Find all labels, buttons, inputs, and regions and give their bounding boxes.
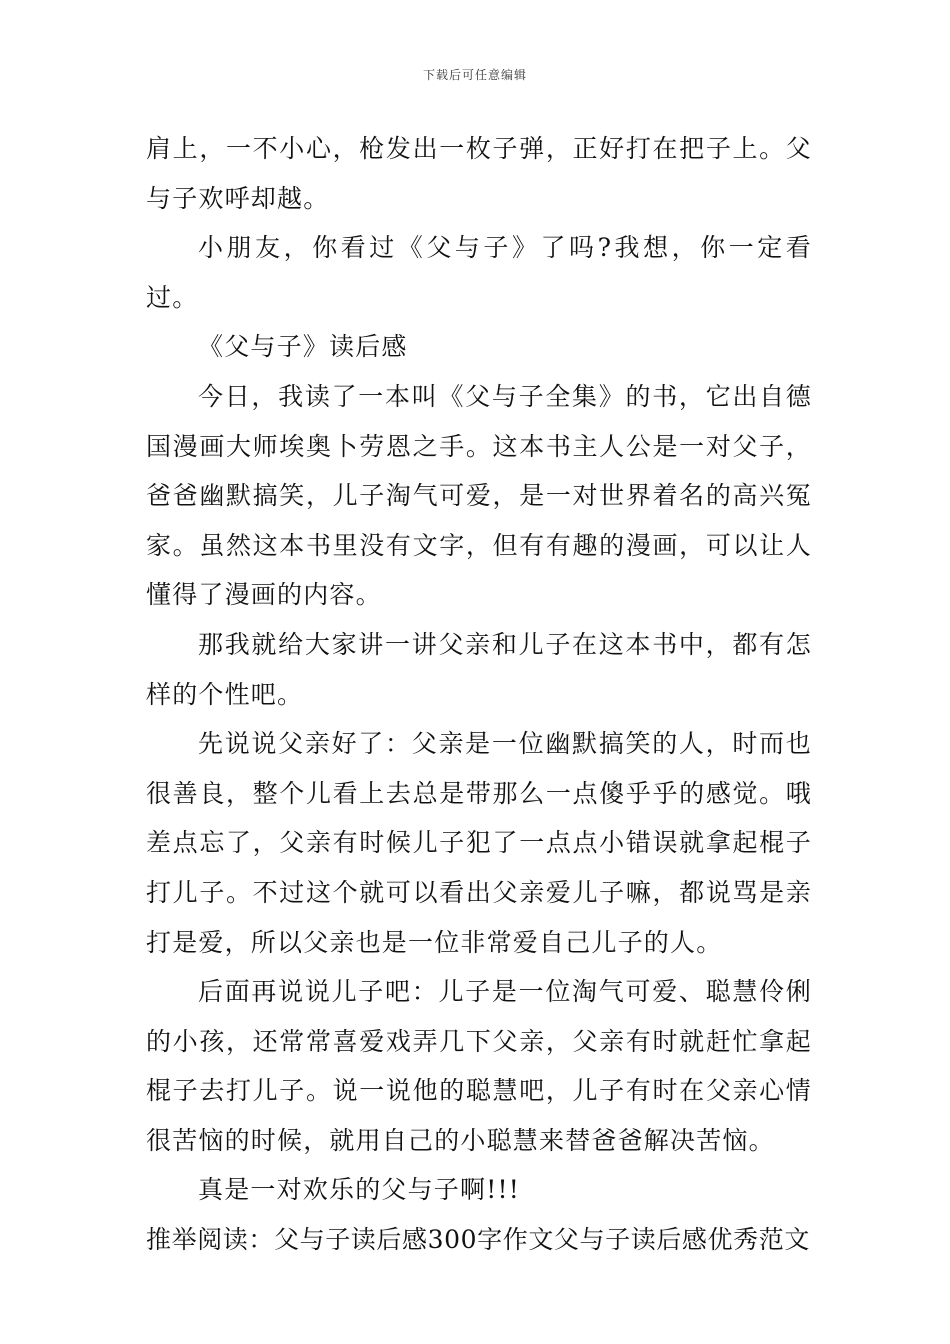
paragraph-continuation: 肩上，一不小心，枪发出一枚子弹，正好打在把子上。父与子欢呼却越。 bbox=[146, 134, 812, 213]
page-header-note: 下载后可任意编辑 bbox=[422, 68, 527, 82]
paragraph-son: 后面再说说儿子吧：儿子是一位淘气可爱、聪慧伶俐的小孩，还常常喜爱戏弄几下父亲，父亲有时就赶忙拿起棍子去打儿子。说一说他的聪慧吧，儿子有时在父亲心情很苦恼的时候，就用自己的小聪慧来替爸爸解决苦恼。 bbox=[146, 977, 812, 1155]
paragraph-intro: 今日，我读了一本叫《父与子全集》的书，它出自德国漫画大师埃奥卜劳恩之手。这本书主人公是一对父子，爸爸幽默搞笑，儿子淘气可爱，是一对世界着名的高兴冤家。虽然这本书里没有文字，但有有趣的漫画，可以让人懂得了漫画的内容。 bbox=[146, 381, 812, 610]
paragraph-father: 先说说父亲好了：父亲是一位幽默搞笑的人，时而也很善良，整个儿看上去总是带那么一点傻乎乎的感觉。哦差点忘了，父亲有时候儿子犯了一点点小错误就拿起棍子打儿子。不过这个就可以看出父亲爱儿子嘛，都说骂是亲打是爱，所以父亲也是一位非常爱自己儿子的人。 bbox=[146, 729, 812, 957]
paragraph-question: 小朋友，你看过《父与子》了吗?我想，你一定看过。 bbox=[146, 233, 812, 312]
recommended-reading: 推举阅读：父与子读后感300字作文父与子读后感优秀范文 bbox=[146, 1225, 810, 1255]
paragraph-transition: 那我就给大家讲一讲父亲和儿子在这本书中，都有怎样的个性吧。 bbox=[146, 629, 812, 709]
document-body bbox=[146, 124, 812, 1265]
essay-title: 《父与子》读后感 bbox=[198, 332, 408, 362]
paragraph-conclusion: 真是一对欢乐的父与子啊!!! bbox=[198, 1175, 520, 1205]
